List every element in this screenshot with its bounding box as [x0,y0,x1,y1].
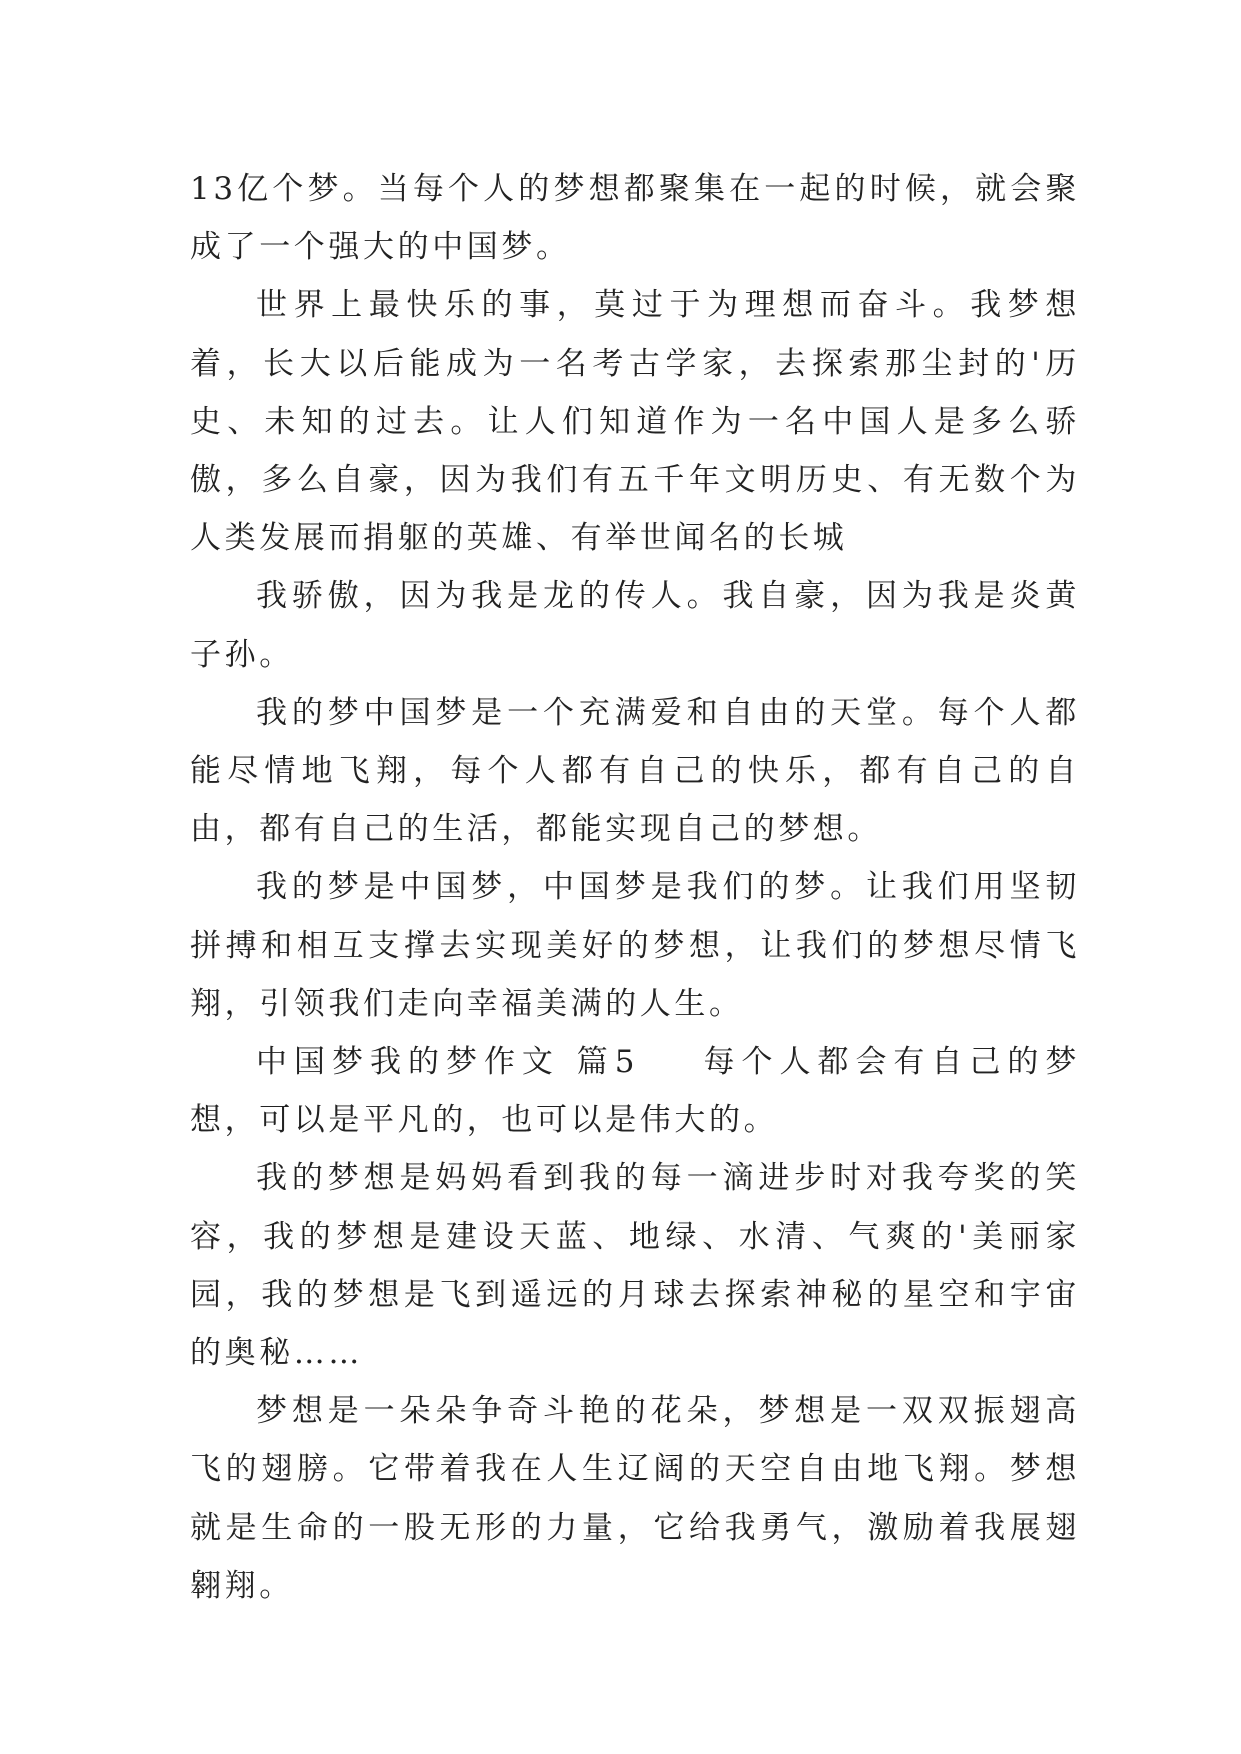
paragraph-4: 我的梦中国梦是一个充满爱和自由的天堂。每个人都能尽情地飞翔，每个人都有自己的快乐，都有自己的自由，都有自己的生活，都能实现自己的梦想。 [190,694,1080,848]
section-first-paragraph: 每个人都会有自己的梦想，可以是平凡的，也可以是伟大的。 [190,1044,1080,1139]
document-body [190,160,1080,1615]
paragraph-7: 我的梦想是妈妈看到我的每一滴进步时对我夸奖的笑容，我的梦想是建设天蓝、地绿、水清、气爽的'美丽家园，我的梦想是飞到遥远的月球去探索神秘的星空和宇宙的奥秘…… [190,1160,1080,1372]
paragraph-3: 我骄傲，因为我是龙的传人。我自豪，因为我是炎黄子孙。 [190,578,1080,673]
paragraph-1: 13亿个梦。当每个人的梦想都聚集在一起的时候，就会聚成了一个强大的中国梦。 [190,171,1080,266]
paragraph-2: 世界上最快乐的事，莫过于为理想而奋斗。我梦想着，长大以后能成为一名考古学家，去探索那尘封的'历史、未知的过去。让人们知道作为一名中国人是多么骄傲，多么自豪，因为我们有五千年文明历史、有无数个为人类发展而捐躯的英雄、有举世闻名的长城 [190,287,1080,557]
paragraph-5: 我的梦是中国梦，中国梦是我们的梦。让我们用坚韧拼搏和相互支撑去实现美好的梦想，让我们的梦想尽情飞翔，引领我们走向幸福美满的人生。 [190,869,1080,1022]
section-paragraph [190,1033,1080,1149]
paragraph-8: 梦想是一朵朵争奇斗艳的花朵，梦想是一双双振翅高飞的翅膀。它带着我在人生辽阔的天空自由地飞翔。梦想就是生命的一股无形的力量，它给我勇气，激励着我展翅翱翔。 [190,1393,1080,1604]
section-heading: 中国梦我的梦作文 篇5 [256,1044,639,1081]
